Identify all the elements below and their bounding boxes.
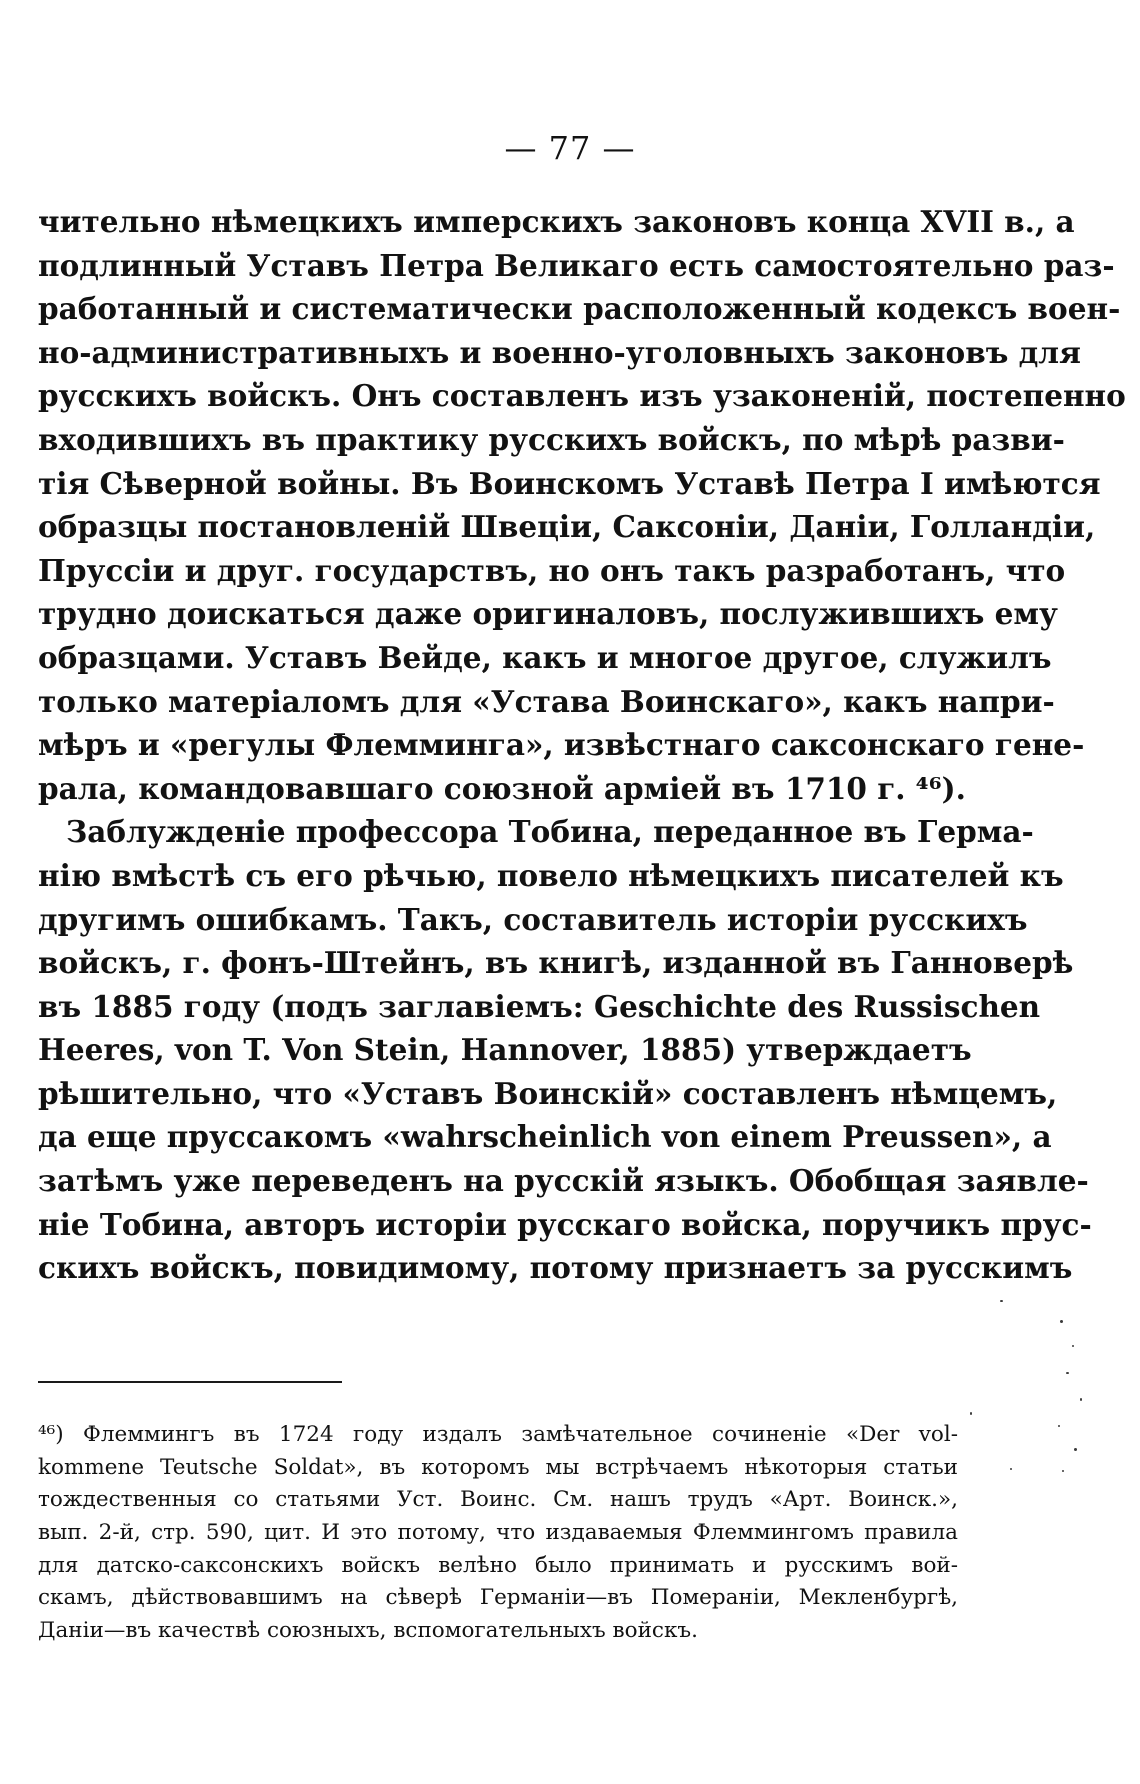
text-line: подлинный Уставъ Петра Великаго есть самостоятельно раз- (38, 247, 1115, 283)
text-line: скихъ войскъ, повидимому, потому признаетъ за русскимъ (38, 1250, 1073, 1286)
footnote-line: ⁴⁶) Флеммингъ въ 1724 году издалъ замѣчательное сочиненіе «Der vol- (38, 1422, 958, 1447)
text-line: рала, командовавшаго союзной арміей въ 1710 г. ⁴⁶). (38, 770, 966, 806)
text-line: войскъ, г. фонъ-Штейнъ, въ книгѣ, изданной въ Ганноверѣ (38, 945, 1074, 981)
text-line: работанный и систематически расположенный кодексъ воен- (38, 291, 1121, 327)
scan-speck (1000, 1300, 1003, 1302)
page-number: — 77 — (504, 129, 636, 167)
text-line: Пруссіи и друг. государствъ, но онъ такъ разработанъ, что (38, 552, 1066, 588)
text-line: входившихъ въ практику русскихъ войскъ, по мѣрѣ разви- (38, 421, 1065, 457)
scan-speck (1010, 1468, 1012, 1470)
text-line: Заблужденіе профессора Тобина, переданное въ Герма- (66, 814, 1034, 850)
text-line: образцами. Уставъ Вейде, какъ и многое другое, служилъ (38, 639, 1052, 675)
text-line: затѣмъ уже переведенъ на русскій языкъ. Обобщая заявле- (38, 1163, 1089, 1199)
text-line: мѣръ и «регулы Флемминга», извѣстнаго саксонскаго гене- (38, 727, 1085, 763)
footnote-line: для датско-саксонскихъ войскъ велѣно было принимать и русскимъ вой- (38, 1552, 958, 1578)
footnote-line: тождественныя со статьями Уст. Воинс. См. нашъ трудъ «Арт. Воинск.», (38, 1487, 958, 1513)
text-line: Heeres, von T. Von Stein, Hannover, 1885) утверждаетъ (38, 1032, 972, 1068)
text-line: другимъ ошибкамъ. Такъ, составитель исторіи русскихъ (38, 901, 1028, 937)
text-line: въ 1885 году (подъ заглавіемъ: Geschichte des Russischen (38, 988, 1041, 1024)
footnote-line: kommene Teutsche Soldat», въ которомъ мы встрѣчаемъ нѣкоторыя статьи (38, 1454, 958, 1480)
scan-speck (1080, 1398, 1082, 1401)
footnote-line: вып. 2-й, стр. 590, цит. И это потому, что издаваемыя Флеммингомъ правила (38, 1520, 958, 1546)
scan-speck (1062, 1470, 1064, 1472)
text-line: только матеріаломъ для «Устава Воинскаго», какъ напри- (38, 683, 1055, 719)
text-line: тія Сѣверной войны. Въ Воинскомъ Уставѣ Петра I имѣются (38, 465, 1101, 501)
scan-speck (1058, 1425, 1060, 1427)
scan-speck (1074, 1448, 1077, 1451)
footnote-line: скамъ, дѣйствовавшимъ на сѣверѣ Германіи—въ Помераніи, Мекленбургѣ, (38, 1585, 958, 1611)
text-line: русскихъ войскъ. Онъ составленъ изъ узаконеній, постепенно (38, 378, 1126, 414)
footnote-divider (38, 1381, 342, 1383)
text-line: нію вмѣстѣ съ его рѣчью, повело нѣмецкихъ писателей къ (38, 857, 1064, 893)
footnote-line: Даніи—въ качествѣ союзныхъ, вспомогательныхъ войскъ. (38, 1618, 698, 1644)
text-line: образцы постановленій Швеціи, Саксоніи, Даніи, Голландіи, (38, 509, 1096, 545)
scan-speck (1072, 1345, 1074, 1347)
text-line: но-административныхъ и военно-уголовныхъ законовъ для (38, 334, 1081, 370)
footnote (38, 1419, 958, 1648)
scan-speck (970, 1412, 972, 1415)
text-line: да еще пруссакомъ «wahrscheinlich von einem Preussen», а (38, 1119, 1052, 1155)
text-line: рѣшительно, что «Уставъ Воинскій» составленъ нѣмцемъ, (38, 1075, 1058, 1111)
text-line: ніе Тобина, авторъ исторіи русскаго войска, поручикъ прус- (38, 1206, 1092, 1242)
text-line: чительно нѣмецкихъ имперскихъ законовъ конца XVII в., а (38, 204, 1075, 239)
text-line: трудно доискаться даже оригиналовъ, послужившихъ ему (38, 596, 1058, 632)
scan-speck (1066, 1372, 1069, 1374)
scan-speck (1060, 1320, 1063, 1323)
main-text (38, 200, 1126, 1290)
